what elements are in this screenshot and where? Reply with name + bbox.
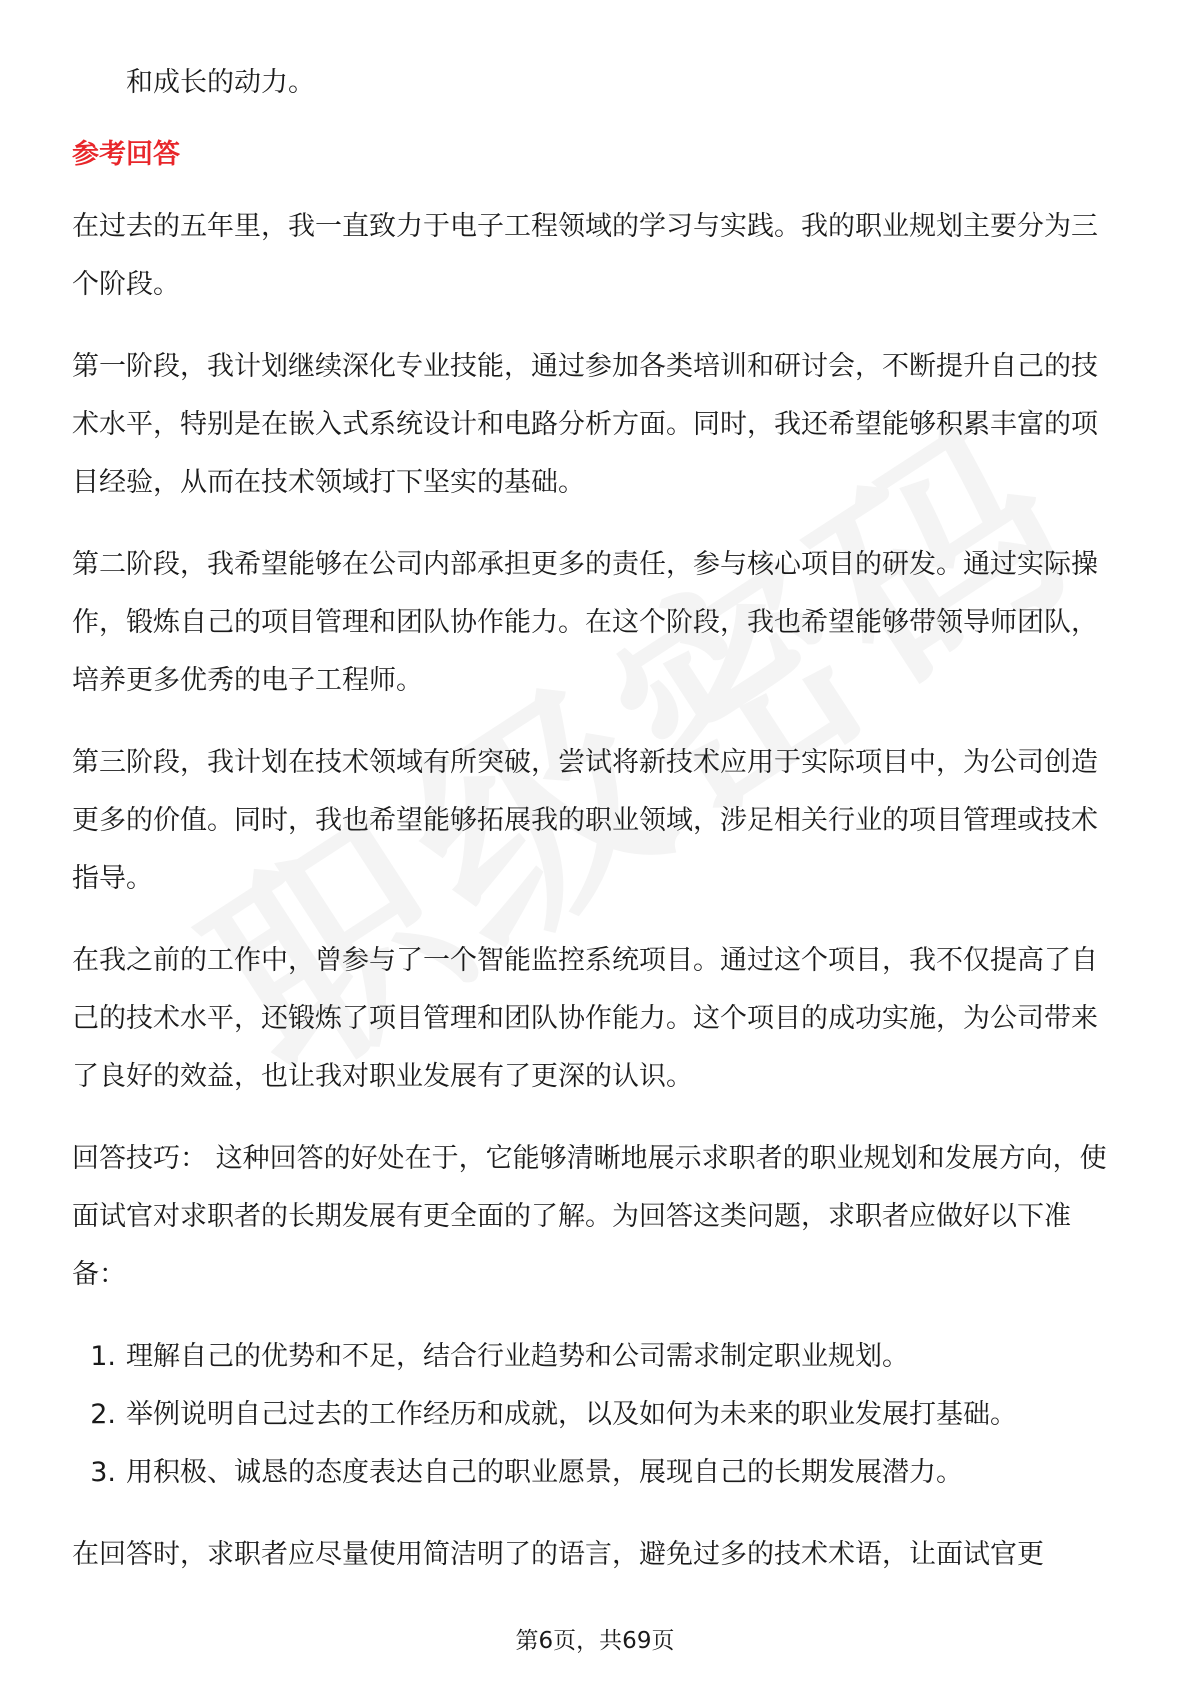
paragraph-intro: 在过去的五年里，我一直致力于电子工程领域的学习与实践。我的职业规划主要分为三个阶段。 [72, 211, 1098, 300]
paragraph-experience: 在我之前的工作中，曾参与了一个智能监控系统项目。通过这个项目，我不仅提高了自己的技术水平，还锻炼了项目管理和团队协作能力。这个项目的成功实施，为公司带来了良好的效益，也让我对职业发展有了更深的认识。 [72, 945, 1098, 1092]
continuation-text: 和成长的动力。 [126, 67, 315, 98]
list-item-text: 理解自己的优势和不足，结合行业趋势和公司需求制定职业规划。 [126, 1341, 909, 1372]
paragraph-stage-three: 第三阶段，我计划在技术领域有所突破，尝试将新技术应用于实际项目中，为公司创造更多的价值。同时，我也希望能够拓展我的职业领域，涉足相关行业的项目管理或技术指导。 [72, 747, 1098, 894]
section-title: 参考回答 [72, 139, 180, 170]
list-item-text: 用积极、诚恳的态度表达自己的职业愿景，展现自己的长期发展潜力。 [126, 1457, 963, 1488]
document-body [72, 54, 1122, 1608]
paragraph-stage-two: 第二阶段，我希望能够在公司内部承担更多的责任，参与核心项目的研发。通过实际操作，锻炼自己的项目管理和团队协作能力。在这个阶段，我也希望能够带领导师团队，培养更多优秀的电子工程师。 [72, 549, 1098, 696]
paragraph-stage-one: 第一阶段，我计划继续深化专业技能，通过参加各类培训和研讨会，不断提升自己的技术水平，特别是在嵌入式系统设计和电路分析方面。同时，我还希望能够积累丰富的项目经验，从而在技术领域打下坚实的基础。 [72, 351, 1098, 498]
list-item [72, 1328, 1122, 1386]
list-item-number: 1. [90, 1341, 116, 1372]
list-item [72, 1444, 1122, 1502]
paragraph-tips: 回答技巧： 这种回答的好处在于，它能够清晰地展示求职者的职业规划和发展方向，使面试官对求职者的长期发展有更全面的了解。为回答这类问题，求职者应做好以下准备： [72, 1143, 1107, 1290]
list-item-text: 举例说明自己过去的工作经历和成就，以及如何为未来的职业发展打基础。 [126, 1399, 1017, 1430]
tips-list [72, 1328, 1122, 1502]
list-item-number: 2. [90, 1399, 116, 1430]
paragraph-closing: 在回答时，求职者应尽量使用简洁明了的语言，避免过多的技术术语，让面试官更 [72, 1539, 1044, 1570]
list-item [72, 1386, 1122, 1444]
page-number-footer: 第6页，共69页 [515, 1628, 675, 1654]
list-item-number: 3. [90, 1457, 116, 1488]
